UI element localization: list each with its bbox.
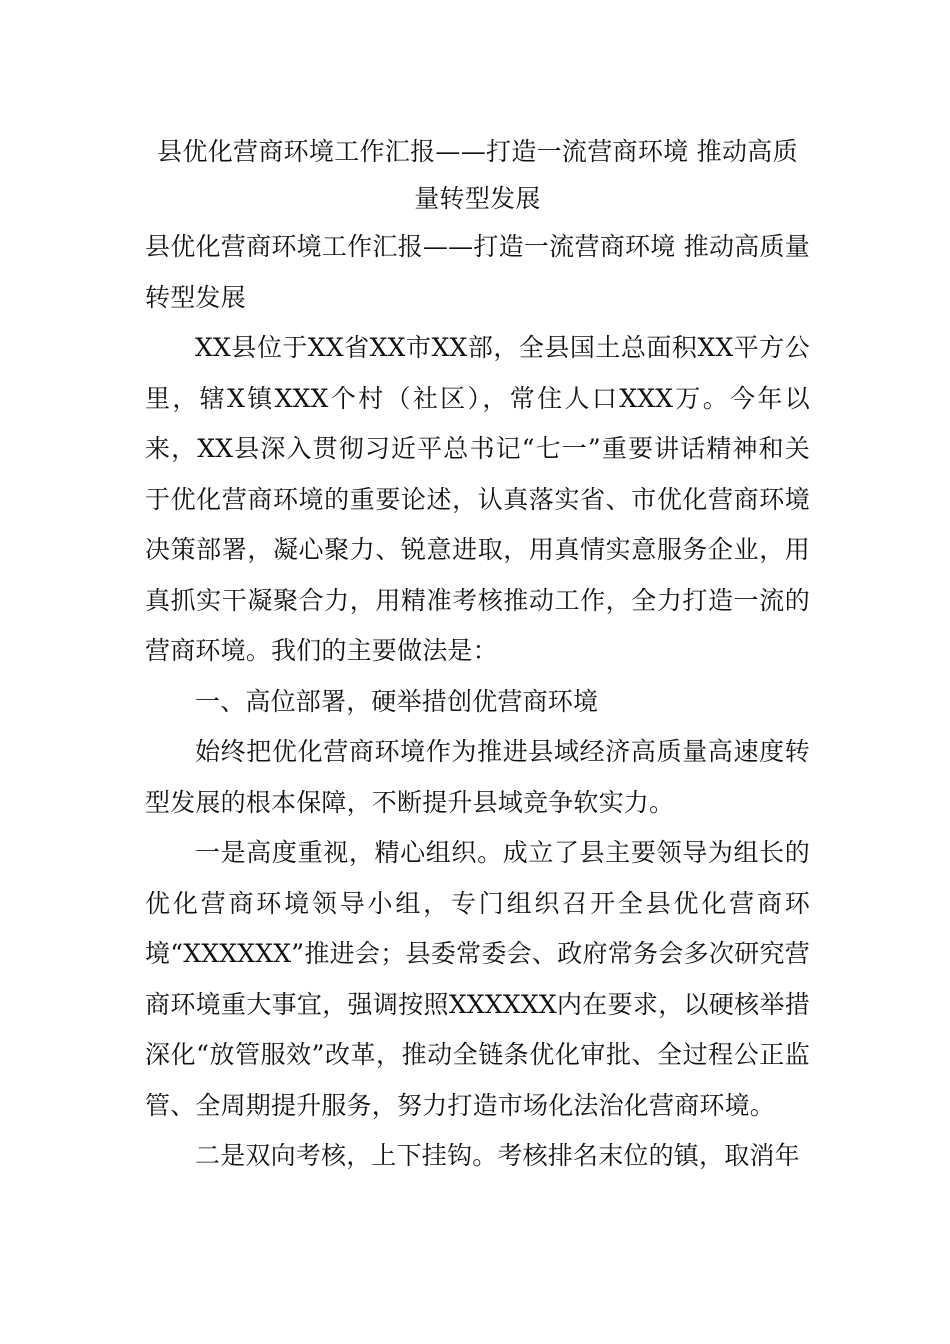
point-one-paragraph: 一是高度重视，精心组织。成立了县主要领导为组长的优化营商环境领导小组，专门组织召开全县优化营商环境“XXXXXX”推进会；县委常委会、政府常务会多次研究营商环境重大事宜，强调按照XXXXXX内在要求，以硬核举措深化“放管服效”改革，推动全链条优化审批、全过程公正监管、全周期提升服务，努力打造市场化法治化营商环境。 bbox=[145, 838, 810, 1120]
section-heading: 一、高位部署，硬举措创优营商环境 bbox=[195, 686, 599, 716]
section-intro-paragraph: 始终把优化营商环境作为推进县域经济高质量高速度转型发展的根本保障，不断提升县域竞争软实力。 bbox=[145, 737, 810, 817]
point-two-paragraph: 二是双向考核，上下挂钩。考核排名末位的镇，取消年 bbox=[195, 1141, 800, 1170]
intro-paragraph: XX县位于XX省XX市XX部，全县国土总面积XX平方公里，辖X镇XXX个村（社区），常住人口XXX万。今年以来，XX县深入贯彻习近平总书记“七一”重要讲话精神和关于优化营商环境的重要论述，认真落实省、市优化营商环境决策部署，凝心聚力、锐意进取，用真情实意服务企业，用真抓实干凝聚合力，用精准考核推动工作，全力打造一流的营商环境。我们的主要做法是： bbox=[145, 333, 810, 665]
document-title: 县优化营商环境工作汇报——打造一流营商环境 推动高质量转型发展 bbox=[157, 137, 798, 213]
document-body bbox=[145, 128, 810, 1182]
subtitle-paragraph: 县优化营商环境工作汇报——打造一流营商环境 推动高质量转型发展 bbox=[145, 232, 810, 312]
paragraph-list bbox=[145, 222, 810, 1182]
